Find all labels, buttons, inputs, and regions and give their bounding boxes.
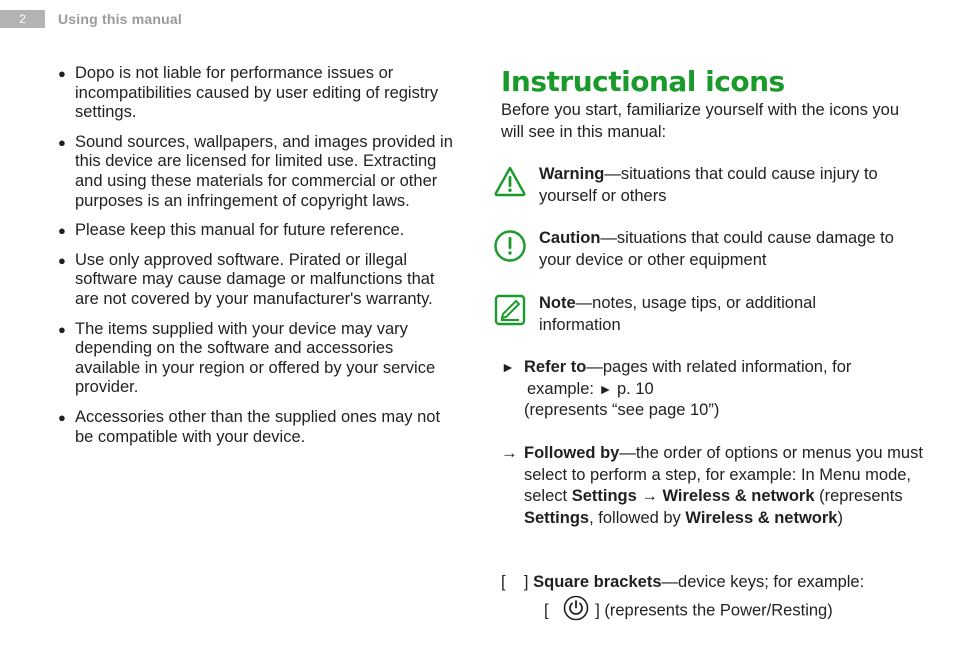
note-term: Note	[539, 294, 576, 312]
list-item: ● Please keep this manual for future reference.	[58, 221, 405, 240]
warning-term: Warning	[539, 165, 605, 183]
square-brackets-glyph: [ ]	[501, 573, 529, 591]
list-item: ● The items supplied with your device may vary depending on the software and accessories available in your region or offered by your service provider.	[58, 319, 436, 397]
notice-list	[58, 64, 458, 447]
brackets-example: [ ] (represents the Power/Resting)	[544, 598, 904, 624]
section-title: Instructional icons	[501, 65, 785, 98]
followed-desc: —the order of options or menus you must select to perform a step, for example: In Menu mode, select	[524, 444, 923, 505]
refer-example-prefix: example:	[527, 379, 599, 398]
intro-text: Before you start, familiarize yourself with the icons you will see in this manual:	[501, 101, 900, 141]
refer-term: Refer to	[524, 358, 587, 376]
square-brackets-row	[501, 572, 921, 594]
list-item: ● Use only approved software. Pirated or illegal software may cause damage or malfunctions that are not covered by your manufacturer's warranty.	[58, 250, 435, 308]
bullet-icon: ●	[58, 321, 66, 337]
bullet-icon: ●	[58, 66, 66, 81]
warning-triangle-icon	[493, 164, 527, 198]
bullet-icon: ●	[58, 409, 66, 425]
power-icon	[563, 595, 589, 621]
page-number: 2	[0, 10, 45, 28]
caution-desc: —situations that could cause damage to your device or other equipment	[539, 229, 894, 269]
refer-explain: (represents “see page 10”)	[524, 401, 720, 419]
left-column	[58, 64, 458, 457]
bullet-icon: ●	[58, 134, 66, 150]
caution-circle-icon	[493, 228, 527, 262]
arrow-right-icon: →	[501, 444, 518, 462]
followed-term: Followed by	[524, 444, 620, 462]
followed-by-row: → Followed by—the order of options or menus you must select to perform a step, for example: In Menu mode, select Settings → Wireless & network (represents Settings, followed by Wireless & network)	[501, 444, 923, 527]
list-item: ● Sound sources, wallpapers, and images provided in this device are licensed for limited use. Extracting and using these materials for commercial or other purposes is an infringement of copyright laws.	[58, 132, 453, 210]
bullet-icon: ●	[58, 252, 66, 268]
triangle-right-icon: ►	[598, 380, 613, 397]
right-column	[501, 65, 923, 620]
brackets-term: Square brackets	[533, 573, 662, 591]
list-item: ● Accessories other than the supplied ones may not be compatible with your device.	[58, 407, 441, 446]
refer-to-row	[501, 357, 944, 422]
warning-desc: —situations that could cause injury to yourself or others	[539, 165, 878, 205]
brackets-desc: —device keys; for example:	[661, 573, 865, 591]
bullet-icon: ●	[58, 223, 66, 239]
refer-desc: —pages with related information, for	[586, 358, 852, 376]
caution-term: Caution	[539, 229, 601, 247]
triangle-right-icon: ►	[501, 359, 515, 375]
note-pencil-icon	[493, 293, 527, 327]
page-header	[0, 8, 300, 30]
refer-example-page: p. 10	[612, 379, 654, 398]
note-desc: —notes, usage tips, or additional information	[539, 294, 816, 334]
header-title: Using this manual	[58, 11, 182, 27]
list-item: ● Dopo is not liable for performance issues or incompatibilities caused by user editing of registry settings.	[58, 64, 439, 122]
